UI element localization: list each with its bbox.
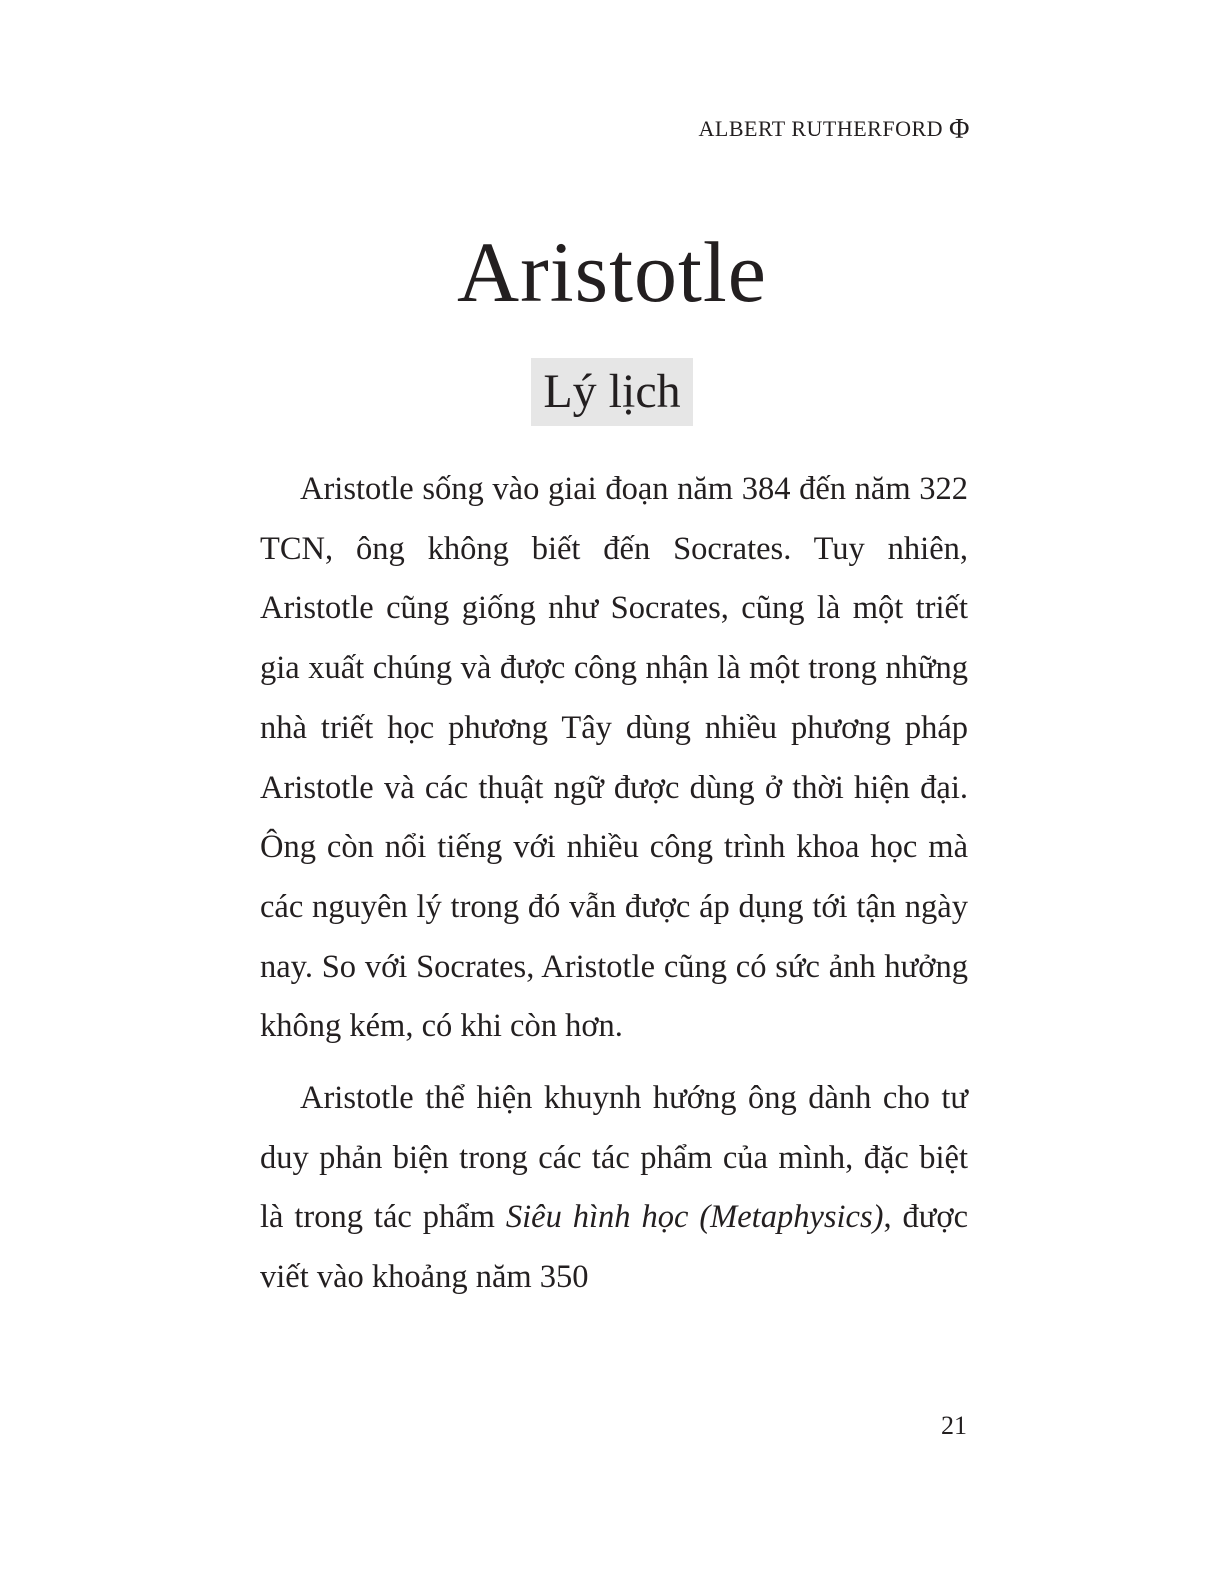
chapter-title: Aristotle <box>457 224 767 320</box>
author-name: ALBERT RUTHERFORD <box>698 116 944 141</box>
work-title-italic: Siêu hình học (Metaphysics) <box>505 1199 884 1236</box>
running-header <box>699 114 971 145</box>
body-text <box>260 460 968 1308</box>
paragraph-2-lead: Aristotle thể hiện khuynh hướng ông dành cho tư duy phản biện trong các tác phẩm của mình, đặc biệt là trong tác phẩm <box>260 1080 968 1236</box>
section-heading-wrap <box>0 358 1224 426</box>
section-heading: Lý lịch <box>531 358 692 426</box>
page-number: 21 <box>941 1411 967 1440</box>
paragraph-2 <box>260 1069 968 1308</box>
phi-logo-icon: Φ <box>949 114 970 145</box>
paragraph-2-tail: , được viết vào khoảng năm 350 <box>260 1199 968 1296</box>
paragraph-1: Aristotle sống vào giai đoạn năm 384 đến năm 322 TCN, ông không biết đến Socrates. Tuy nhiên, Aristotle cũng giống như Socrates, cũng là một triết gia xuất chúng và được công nhận là một trong những nhà triết học phương Tây dùng nhiều phương pháp Aristotle và các thuật ngữ được dùng ở thời hiện đại. Ông còn nổi tiếng với nhiều công trình khoa học mà các nguyên lý trong đó vẫn được áp dụng tới tận ngày nay. So với Socrates, Aristotle cũng có sức ảnh hưởng không kém, có khi còn hơn. <box>260 471 968 1045</box>
